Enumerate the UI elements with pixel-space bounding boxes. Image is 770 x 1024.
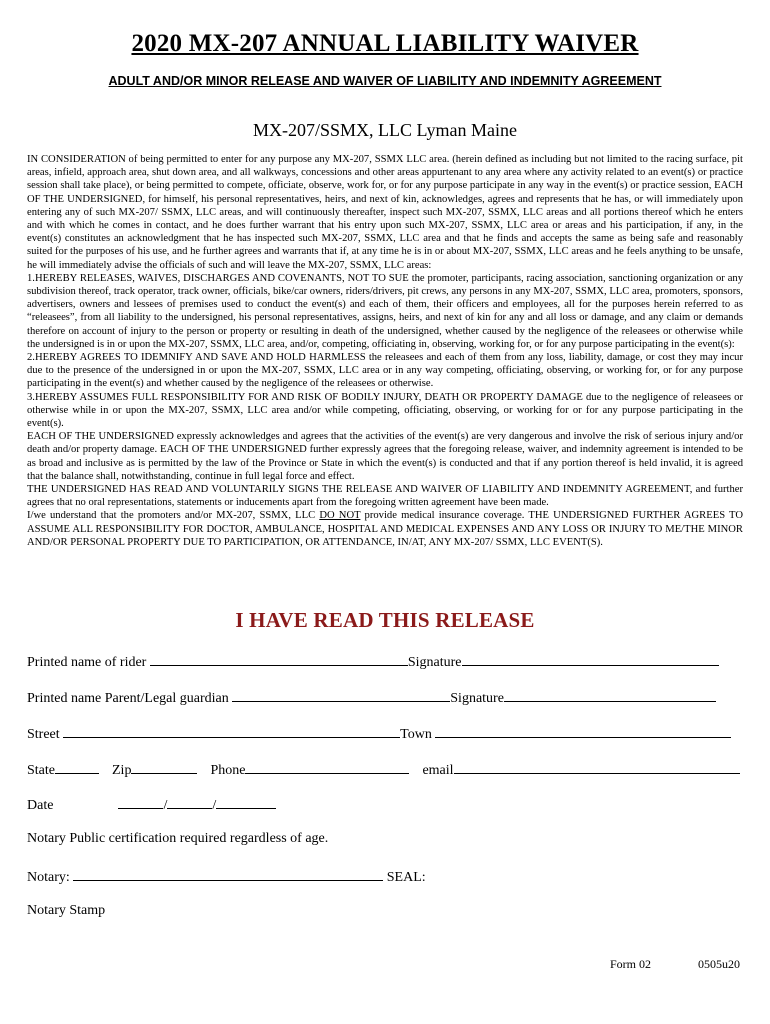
medical-paragraph — [27, 509, 743, 549]
guardian-row — [27, 688, 716, 707]
medical-text-a: I/we understand that the promoters and/or MX-207, SSMX, LLC — [27, 510, 320, 522]
printed-guardian-label: Printed name Parent/Legal guardian — [27, 691, 229, 706]
form-code: 0505u20 — [698, 957, 740, 971]
printed-rider-field[interactable] — [150, 652, 408, 666]
document-title: 2020 MX-207 ANNUAL LIABILITY WAIVER — [131, 30, 639, 57]
street-field[interactable] — [63, 724, 400, 738]
date-slash-2: / — [212, 798, 217, 813]
medical-text-b: provide medical insurance coverage. THE UNDERSIGNED FURTHER AGREES TO ASSUME ALL RESPONSIBILITY FOR DOCTOR, AMBULANCE, HOSPITAL AND MEDICAL EXPENSES AND ANY LOSS OR INJURY TO ME/THE MINOR AND/OR PERSONAL PROPERTY DUE TO PARTICIPATION, OR ATTENDANCE, IN/AT, ANY MX-207/ SSMX, LLC EVENT(S). — [27, 510, 743, 548]
clause-3: 3.HEREBY ASSUMES FULL RESPONSIBILITY FOR AND RISK OF BODILY INJURY, DEATH OR PROPERTY DAMAGE due to the negligence of releasees or otherwise while in or upon the MX-207, SSMX, LLC area and/or while competing, officiating, observing, or working for or for any purpose participating in the event(s). — [27, 391, 743, 430]
state-field[interactable] — [55, 760, 99, 774]
waiver-body — [27, 153, 743, 549]
date-label: Date — [27, 798, 54, 813]
read-voluntarily-paragraph: THE UNDERSIGNED HAS READ AND VOLUNTARILY SIGNS THE RELEASE AND WAIVER OF LIABILITY AND INDEMNITY AGREEMENT, and further agrees that no oral representations, statements or inducements apart from the foregoing written agreement have been made. — [27, 484, 743, 509]
notary-field[interactable] — [73, 867, 383, 881]
read-release-heading: I HAVE READ THIS RELEASE — [235, 608, 535, 632]
phone-label: Phone — [210, 763, 246, 778]
town-label: Town — [400, 727, 432, 742]
acknowledgement-paragraph: EACH OF THE UNDERSIGNED expressly acknowledges and agrees that the activities of the event(s) are very dangerous and involve the risk of serious injury and/or death and/or property damage. EACH OF THE UNDERSIGNED further expressly agrees that the foregoing release, waiver, and indemnity agreement is intended to be as broad and inclusive as is permitted by the law of the Province or State in which the event(s) is conducted and that if any portion thereof is held invalid, it is agreed that the balance shall, notwithstanding, continue in full legal force and effect. — [27, 431, 743, 482]
medical-do-not: DO NOT — [319, 510, 361, 522]
notary-stamp-label: Notary Stamp — [27, 903, 106, 918]
seal-label: SEAL: — [386, 870, 426, 885]
date-slash-1: / — [163, 798, 168, 813]
signature2-label: Signature — [450, 691, 504, 706]
date-year-field[interactable] — [216, 795, 276, 809]
intro-paragraph: IN CONSIDERATION of being permitted to enter for any purpose any MX-207, SSMX LLC area. (herein defined as including but not limited to the racing surface, pit areas, infield, approach area, shut down area, and all walkways, concessions and other areas appurtenant to any area where any activity related to an event(s) or practice session shall take place), or being permitted to compete, officiate, observe, work for, or for any purpose participate in any way in the event(s) or practice session, EACH OF THE UNDERSIGNED, for himself, his personal representatives, heirs, and next of kin, acknowledges, agrees and represents that he has, or will immediately upon entering any of such MX-207/ SSMX, LLC areas, and will continuously thereafter, inspect such MX-207, SSMX, LLC areas and all portions thereof which he enters and with which he comes in contact, and he does further warrant that his entry upon such MX-207, SSMX, LLC area or areas and his participation, if any, in the event(s) constitutes an acknowledgment that he has inspected such MX-207, SSMX, LLC area and that he finds and accepts the same as being safe and reasonably suited for the purposes of his use, and he further agrees and warrants that if, at any time he is in or about MX-207, SSMX, LLC areas and he feels anything to be unsafe, he will immediately advise the officials of such and will leave the MX-207, SSMX, LLC areas: — [27, 154, 743, 271]
rider-signature-field[interactable] — [462, 652, 719, 666]
organization-name: MX-207/SSMX, LLC Lyman Maine — [253, 120, 517, 140]
printed-guardian-field[interactable] — [232, 688, 450, 702]
guardian-signature-field[interactable] — [504, 688, 716, 702]
date-month-field[interactable] — [118, 795, 163, 809]
clause-1: 1.HEREBY RELEASES, WAIVES, DISCHARGES AND COVENANTS, NOT TO SUE the promoter, participants, racing association, sanctioning organization or any subdivision thereof, track operator, track owner, officials, bike/car owners, riders/drivers, pit crews, any persons in any MX-207, SSMX, LLC area, promoters, sponsors, advertisers, owners and lessees of premises used to conduct the event(s) and each of them, their officers and employees, all for the purposes herein referred to as “releasees”, from all liability to the undersigned, his personal representatives, assigns, heirs, and next of kin for any and all loss or damage, and any claim or demands therefore on account of injury to the person or property or resulting in death of the undersigned, whether caused by the negligence of the releasees or otherwise while the undersigned is in or upon the MX-207, SSMX, LLC area, and/or, competing, officiating in, observing, working for, or for any purpose participating in the event(s): — [27, 272, 743, 350]
clause-2: 2.HEREBY AGREES TO IDEMNIFY AND SAVE AND HOLD HARMLESS the releasees and each of them from any loss, liability, damage, or cost they may incur due to the presence of the undersigned in or upon the MX-207, SSMX, LLC area or in any way competing, officiating, observing, or working for, or for any purpose participating in the event(s) and whether caused by the negligence of the releasees or otherwise. — [27, 352, 743, 390]
zip-label: Zip — [112, 763, 132, 778]
contact-row — [27, 760, 740, 779]
signature-label: Signature — [407, 655, 462, 670]
phone-field[interactable] — [245, 760, 409, 774]
town-field[interactable] — [435, 724, 731, 738]
zip-field[interactable] — [131, 760, 197, 774]
document-subtitle: ADULT AND/OR MINOR RELEASE AND WAIVER OF LIABILITY AND INDEMNITY AGREEMENT — [108, 74, 662, 88]
street-label: Street — [27, 727, 60, 742]
date-row — [27, 795, 276, 814]
printed-rider-label: Printed name of rider — [27, 655, 147, 670]
notary-note: Notary Public certification required regardless of age. — [27, 831, 329, 846]
notary-row — [27, 867, 426, 886]
email-field[interactable] — [454, 760, 740, 774]
notary-label: Notary: — [27, 870, 70, 885]
state-label: State — [27, 763, 55, 778]
rider-row — [27, 652, 719, 671]
form-number: Form 02 — [610, 957, 652, 971]
date-day-field[interactable] — [167, 795, 212, 809]
email-label: email — [422, 763, 454, 778]
address-row — [27, 724, 731, 743]
